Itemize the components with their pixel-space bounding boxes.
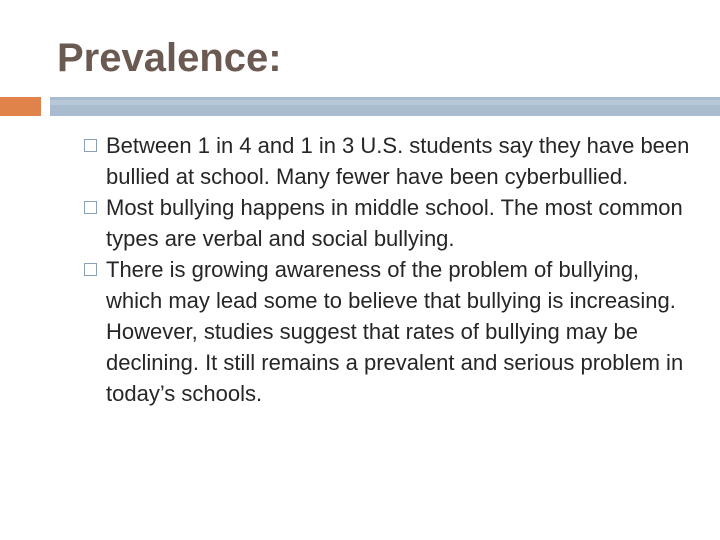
- title-rule-accent: [0, 97, 41, 116]
- square-bullet-icon: [84, 263, 97, 276]
- square-bullet-icon: [84, 139, 97, 152]
- bullet-text: Most bullying happens in middle school. The most common types are verbal and social bullying.: [106, 195, 683, 251]
- square-bullet-icon: [84, 201, 97, 214]
- bullet-text: Between 1 in 4 and 1 in 3 U.S. students say they have been bullied at school. Many fewer have been cyberbullied.: [106, 133, 690, 189]
- bullet-item: [84, 254, 694, 409]
- bullet-item: [84, 130, 694, 192]
- bullet-item: [84, 192, 694, 254]
- bullet-text: There is growing awareness of the problem of bullying, which may lead some to believe that bullying is increasing. However, studies suggest that rates of bullying may be declining. It still remains a prevalent and serious problem in today’s schools.: [106, 257, 684, 406]
- bullet-list: [84, 130, 694, 409]
- title-rule-stripe: [50, 100, 720, 105]
- slide-title: Prevalence:: [57, 36, 282, 80]
